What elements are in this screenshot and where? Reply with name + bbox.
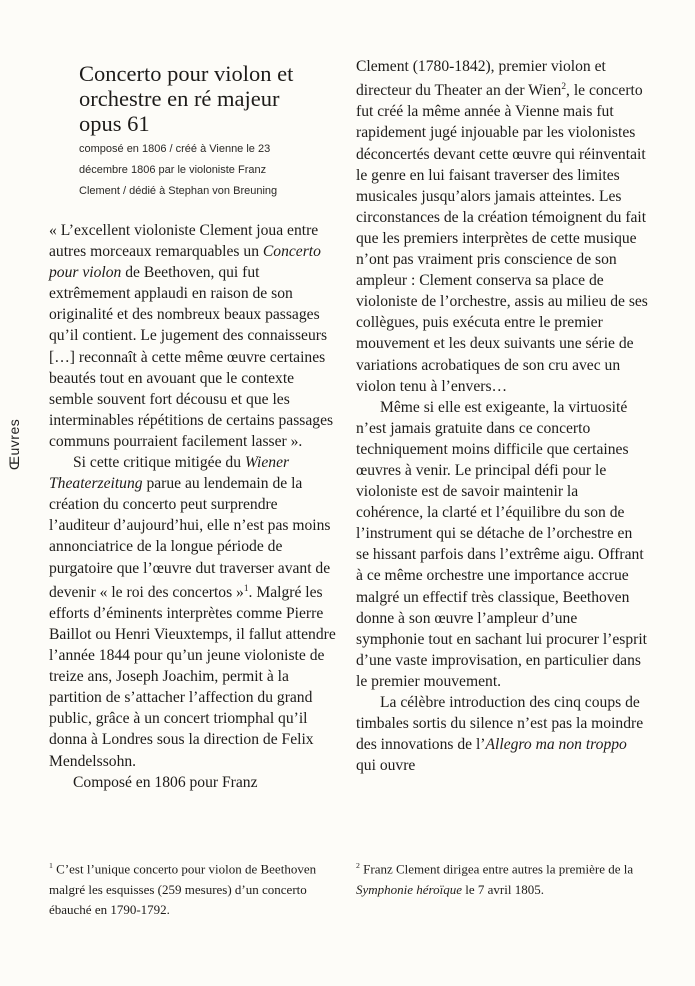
text-run: qui ouvre bbox=[356, 757, 416, 775]
title-line: Concerto pour violon et bbox=[79, 61, 294, 86]
text-run: Clement (1780-1842), premier violon et directeur du Theater an der Wien bbox=[356, 58, 606, 100]
italic-text: Wiener Theaterzeitung bbox=[49, 454, 290, 493]
paragraph bbox=[356, 397, 648, 692]
text-run: Franz Clement dirigea entre autres la première de la bbox=[359, 861, 634, 877]
right-body-text bbox=[356, 56, 648, 776]
footnote-ref: 2 bbox=[561, 82, 567, 93]
text-run: Composé en 1806 pour Franz bbox=[73, 773, 258, 791]
text-run: , le concerto fut créé la même année à Vienne mais fut rapidement jugé injouable par les violonistes déconcertés devant cette œuvre qui réinventait le genre en lui faisant traverser des limites musicales jusqu’alors jamais atteintes. Les circonstances de la création témoignent du fait que les premiers interprètes de cette musique n’ont pas vraiment pris conscience de son ampleur : Clement conserva sa place de violoniste de l’orchestre, assis au milieu de ses collègues, puis exécuta entre le premier mouvement et les deux suivants une série de variations acrobatiques de son cru avec un violon tenu à l’envers… bbox=[356, 82, 648, 395]
footnote-1 bbox=[49, 856, 339, 921]
text-run: Si cette critique mitigée du bbox=[73, 454, 245, 472]
italic-text: Allegro ma non troppo bbox=[485, 736, 627, 754]
paragraph bbox=[356, 56, 648, 397]
right-column bbox=[356, 56, 648, 776]
paragraph bbox=[49, 220, 341, 452]
title-line: opus 61 bbox=[79, 111, 150, 136]
paragraph bbox=[49, 772, 341, 793]
title-line: orchestre en ré majeur bbox=[79, 86, 280, 111]
paragraph bbox=[49, 452, 341, 772]
text-run: parue au lendemain de la création du concerto peut surprendre l’auditeur d’aujourd’hui, elle n’est pas moins annonciatrice de la longue période de purgatoire que l’œuvre dut traverser avant de devenir « le roi des concertos » bbox=[49, 475, 331, 601]
text-run: « L’excellent violoniste Clement joua entre autres morceaux remarquables un bbox=[49, 222, 319, 261]
page-title bbox=[79, 61, 341, 136]
page-subtitle bbox=[79, 139, 341, 202]
left-body-text bbox=[49, 220, 341, 793]
subtitle-line: composé en 1806 / créé à Vienne le 23 bbox=[79, 143, 271, 155]
text-run: La célèbre introduction des cinq coups de timbales sortis du silence n’est pas la moindre des innovations de l’ bbox=[356, 694, 644, 754]
text-run: C’est l’unique concerto pour violon de Beethoven malgré les esquisses (259 mesures) d’un concerto ébauché en 1790-1792. bbox=[49, 861, 317, 918]
text-run: le 7 avril 1805. bbox=[462, 881, 544, 897]
text-run: . Malgré les efforts d’éminents interprètes comme Pierre Baillot ou Henri Vieuxtemps, il fallut attendre l’année 1844 pour qu’un jeune violoniste de treize ans, Joseph Joachim, permit à la partition de s’attacher l’affection du grand public, grâce à un concert triomphal qu’il donna à Londres sous la direction de Felix Mendelssohn. bbox=[49, 583, 336, 770]
text-run: Même si elle est exigeante, la virtuosité n’est jamais gratuite dans ce concerto techniquement moins difficile que certaines œuvres à venir. Le principal défi pour le violoniste est de savoir maintenir la cohérence, la clarté et l’équilibre du son de l’instrument qui se détache de l’orchestre en se hissant parfois dans l’extrême aigu. Offrant à ce même orchestre une importance accrue malgré un effectif très classique, Beethoven donne à son œuvre l’ampleur d’une symphonie tout en sachant lui procurer l’esprit d’une vaste improvisation, en particulier dans le premier mouvement. bbox=[356, 398, 648, 690]
footnote-2 bbox=[356, 856, 648, 900]
left-column bbox=[49, 56, 341, 793]
subtitle-line: décembre 1806 par le violoniste Franz bbox=[79, 164, 267, 176]
text-run: de Beethoven, qui fut extrêmement applaudi en raison de son originalité et des nombreux beaux passages qu’il contient. Le jugement des connaisseurs […] reconnaît à cette même œuvre certaines beautés tout en avouant que le contexte semble souvent fort décousu et que les interminables répétitions de certains passages communs pourraient facilement lasser ». bbox=[49, 264, 334, 450]
italic-text: Concerto pour violon bbox=[49, 243, 321, 282]
subtitle-line: Clement / dédié à Stephan von Breuning bbox=[79, 185, 278, 197]
italic-text: Symphonie héroïque bbox=[356, 881, 463, 897]
sidebar-section-label: Œuvres bbox=[6, 418, 22, 470]
paragraph bbox=[356, 692, 648, 776]
footnote-ref: 1 bbox=[243, 583, 249, 594]
footnote-ref: 2 bbox=[356, 861, 360, 870]
footnote-ref: 1 bbox=[49, 861, 53, 870]
